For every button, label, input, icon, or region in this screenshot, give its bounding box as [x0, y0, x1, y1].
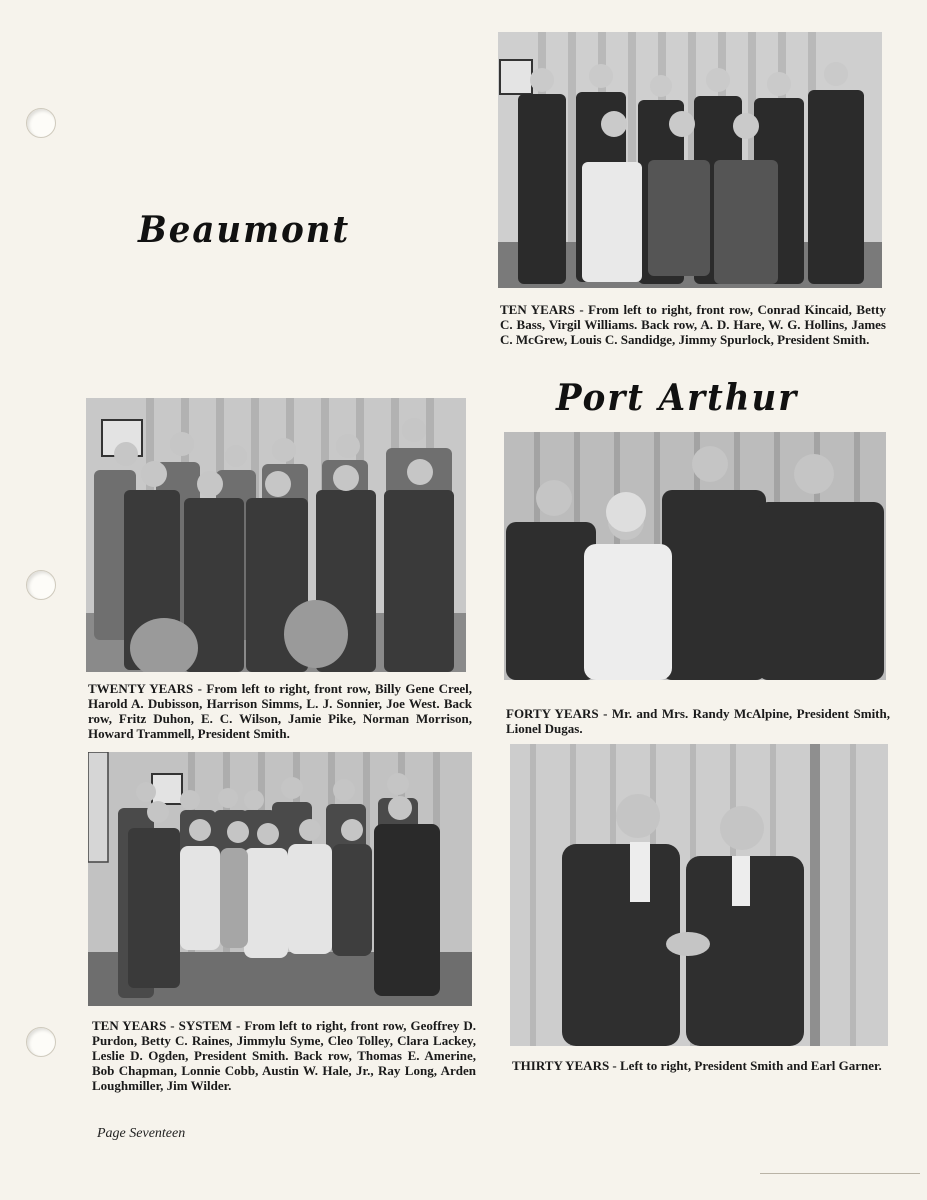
- group-photo-illustration: [86, 398, 466, 672]
- caption-beaumont-twenty-years: TWENTY YEARS - From left to right, front row, Billy Gene Creel, Harold A. Dubisson, Harrison Simms, L. J. Sonnier, Joe West. Back row, Fritz Duhon, E. C. Wilson, Jamie Pike, Norman Morrison, Howard Trammell, President Smith.: [88, 681, 472, 741]
- binder-hole-top: [26, 108, 56, 138]
- heading-beaumont: Beaumont: [138, 208, 351, 252]
- binder-hole-middle: [26, 570, 56, 600]
- page-number: Page Seventeen: [97, 1126, 186, 1141]
- handshake-photo-illustration: [510, 744, 888, 1046]
- caption-beaumont-ten-years: TEN YEARS - From left to right, front row, Conrad Kincaid, Betty C. Bass, Virgil Williams. Back row, A. D. Hare, W. G. Hollins, James C. McGrew, Louis C. Sandidge, Jimmy Spurlock, President Smith.: [500, 302, 886, 347]
- caption-port-arthur-forty-years: FORTY YEARS - Mr. and Mrs. Randy McAlpine, President Smith, Lionel Dugas.: [506, 706, 890, 736]
- group-photo-illustration: [504, 432, 886, 680]
- bottom-rule: [760, 1173, 920, 1174]
- binder-hole-bottom: [26, 1027, 56, 1057]
- group-photo-illustration: [88, 752, 472, 1006]
- photo-port-arthur-forty-years: [504, 432, 886, 680]
- caption-system-ten-years: TEN YEARS - SYSTEM - From left to right, front row, Geoffrey D. Purdon, Betty C. Raines, Jimmylu Syme, Cleo Tolley, Clara Lackey, Leslie D. Ogden, President Smith. Back row, Thomas E. Amerine, Bob Chapman, Lonnie Cobb, Austin W. Hale, Jr., Ray Long, Arden Loughmiller, Jim Wilder.: [92, 1018, 476, 1093]
- heading-port-arthur: Port Arthur: [556, 376, 799, 420]
- photo-beaumont-ten-years: [498, 32, 882, 288]
- photo-port-arthur-thirty-years: [510, 744, 888, 1046]
- caption-port-arthur-thirty-years: THIRTY YEARS - Left to right, President Smith and Earl Garner.: [512, 1058, 882, 1073]
- photo-system-ten-years: [88, 752, 472, 1006]
- group-photo-illustration: [498, 32, 882, 288]
- photo-beaumont-twenty-years: [86, 398, 466, 672]
